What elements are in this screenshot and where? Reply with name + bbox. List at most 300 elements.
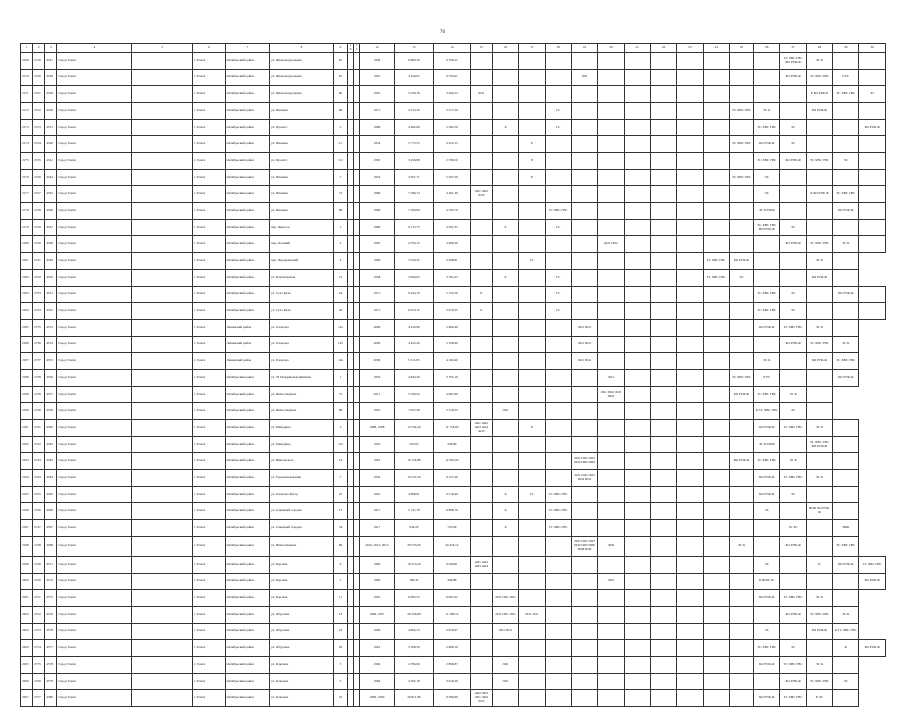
- table-cell: г. Томск: [193, 236, 225, 253]
- table-cell: [571, 153, 597, 170]
- table-cell: 3 701,63: [434, 269, 470, 286]
- table-cell: [650, 369, 676, 386]
- table-cell: БО РУФ-Ф: [780, 536, 806, 556]
- table-row: [21, 536, 886, 556]
- table-cell: [132, 119, 193, 136]
- table-cell: [677, 69, 703, 86]
- table-cell: [806, 286, 832, 303]
- table-cell: [729, 573, 753, 590]
- table-cell: [677, 136, 703, 153]
- table-cell: 2206: [21, 673, 33, 690]
- table-cell: 4 491,30: [434, 186, 470, 203]
- table-cell: 1980: [360, 186, 394, 203]
- table-cell: [677, 336, 703, 353]
- table-cell: 5: [333, 673, 347, 690]
- table-cell: [650, 470, 676, 487]
- table-cell: Е: [492, 269, 518, 286]
- table-cell: 4529: [45, 86, 57, 103]
- table-cell: [833, 453, 859, 470]
- table-cell: [598, 556, 624, 573]
- table-cell: 4552: [45, 303, 57, 320]
- table-cell: [545, 623, 571, 640]
- table-cell: 5 669,40: [434, 319, 470, 336]
- table-cell: 2192: [21, 436, 33, 453]
- table-cell: [677, 520, 703, 537]
- table-cell: [598, 69, 624, 86]
- table-cell: 9 127,20: [434, 470, 470, 487]
- table-cell: [519, 640, 545, 657]
- table-cell: [545, 236, 571, 253]
- table-cell: ТС ХВС ГВС: [780, 319, 806, 336]
- table-cell: 4 452,15: [434, 136, 470, 153]
- table-cell: [650, 590, 676, 607]
- table-cell: 5/2: [333, 153, 347, 170]
- table-cell: 2738: [33, 369, 45, 386]
- table-row: [21, 640, 886, 657]
- table-cell: [729, 303, 753, 320]
- table-cell: Город Томск: [57, 169, 132, 186]
- table-cell: [598, 606, 624, 623]
- table-cell: [545, 69, 571, 86]
- table-cell: Город Томск: [57, 486, 132, 503]
- table-cell: [519, 86, 545, 103]
- table-cell: [132, 253, 193, 270]
- table-cell: [492, 353, 518, 370]
- table-cell: [754, 52, 780, 69]
- table-cell: Октябрьский район: [225, 453, 270, 470]
- table-cell: [598, 623, 624, 640]
- table-cell: [859, 69, 886, 86]
- table-cell: 4540: [45, 136, 57, 153]
- table-cell: БО РУФ-Ф: [806, 623, 832, 640]
- table-cell: [624, 536, 650, 556]
- table-cell: [624, 690, 650, 707]
- table-cell: [132, 386, 193, 403]
- table-cell: [132, 102, 193, 119]
- table-cell: [650, 269, 676, 286]
- table-cell: Город Томск: [57, 86, 132, 103]
- table-cell: ЭС: [859, 86, 886, 103]
- table-cell: [703, 623, 729, 640]
- table-cell: Е РС: [833, 69, 859, 86]
- table-cell: 2729: [33, 219, 45, 236]
- table-cell: 5 070,55: [434, 303, 470, 320]
- table-cell: [754, 69, 780, 86]
- table-cell: Октябрьский район: [225, 673, 270, 690]
- table-cell: Ленинский район: [225, 319, 270, 336]
- table-cell: ЭС: [780, 303, 806, 320]
- table-cell: ул. Мичурина: [270, 436, 334, 453]
- table-cell: [624, 386, 650, 403]
- column-number-cell: 17: [519, 44, 545, 53]
- column-number-cell: 21: [624, 44, 650, 53]
- table-cell: 21: [333, 269, 347, 286]
- table-cell: ТС ХВС ГВС: [754, 119, 780, 136]
- table-cell: [519, 69, 545, 86]
- table-cell: [703, 219, 729, 236]
- table-cell: [545, 453, 571, 470]
- table-cell: 6 901,62: [434, 590, 470, 607]
- table-cell: ул. Северный городок: [270, 503, 334, 520]
- table-cell: [703, 556, 729, 573]
- table-cell: [729, 640, 753, 657]
- table-cell: [132, 369, 193, 386]
- table-cell: [677, 436, 703, 453]
- table-cell: ЛО1 ПО2 ЛО3 ПО4 ПО5: [571, 470, 597, 487]
- table-cell: [545, 470, 571, 487]
- table-cell: 2732: [33, 269, 45, 286]
- table-cell: [754, 673, 780, 690]
- table-cell: г. Томск: [193, 673, 225, 690]
- table-cell: [833, 690, 859, 707]
- table-cell: [703, 573, 729, 590]
- column-number-cell: 6: [193, 44, 225, 53]
- table-cell: г. Томск: [193, 119, 225, 136]
- table-cell: [470, 673, 492, 690]
- table-cell: г. Томск: [193, 86, 225, 103]
- table-cell: 2198: [21, 536, 33, 556]
- table-cell: 2721: [33, 86, 45, 103]
- table-cell: ТС ХВС ГВС: [754, 386, 780, 403]
- table-cell: [677, 369, 703, 386]
- table-cell: г. Томск: [193, 336, 225, 353]
- table-cell: [492, 640, 518, 657]
- table-row: [21, 606, 886, 623]
- table-cell: [545, 590, 571, 607]
- table-cell: 4555: [45, 353, 57, 370]
- table-cell: [729, 319, 753, 336]
- table-cell: ТС ХВС ГВС: [806, 69, 832, 86]
- table-cell: [470, 656, 492, 673]
- table-cell: [545, 573, 571, 590]
- table-cell: ТС ХВС ГВС ВО РУФ-Ф: [754, 219, 780, 236]
- table-cell: [780, 186, 806, 203]
- table-cell: 2 809,87: [434, 656, 470, 673]
- table-cell: [519, 503, 545, 520]
- table-cell: 2 768,50: [434, 153, 470, 170]
- table-cell: 4564: [45, 470, 57, 487]
- column-number-cell: 16: [492, 44, 518, 53]
- table-cell: [624, 453, 650, 470]
- table-row: [21, 470, 886, 487]
- table-cell: 2744: [33, 470, 45, 487]
- table-cell: г. Томск: [193, 623, 225, 640]
- table-cell: 10 513,20: [394, 556, 434, 573]
- table-cell: [571, 573, 597, 590]
- table-cell: ТС ХВС ГВС: [780, 590, 806, 607]
- table-cell: 2724: [33, 136, 45, 153]
- table-cell: ул. Ивана Черных: [270, 403, 334, 420]
- table-cell: Город Томск: [57, 556, 132, 573]
- table-cell: [729, 52, 753, 69]
- table-cell: [677, 353, 703, 370]
- table-cell: [598, 102, 624, 119]
- table-cell: [703, 136, 729, 153]
- table-cell: Октябрьский район: [225, 420, 270, 437]
- table-cell: 2747: [33, 520, 45, 537]
- table-cell: 4556: [45, 369, 57, 386]
- table-cell: [598, 319, 624, 336]
- table-cell: 4578: [45, 656, 57, 673]
- table-cell: 4 667,80: [434, 386, 470, 403]
- column-number-cell: 19: [571, 44, 597, 53]
- table-cell: [624, 470, 650, 487]
- table-cell: [470, 319, 492, 336]
- table-cell: [598, 590, 624, 607]
- table-cell: [624, 236, 650, 253]
- table-cell: [519, 656, 545, 673]
- table-cell: 4563: [45, 453, 57, 470]
- table-cell: [519, 269, 545, 286]
- table-cell: [703, 436, 729, 453]
- table-cell: [492, 556, 518, 573]
- table-cell: г. Томск: [193, 536, 225, 556]
- table-cell: 2728: [33, 203, 45, 220]
- table-cell: [470, 386, 492, 403]
- table-cell: [470, 219, 492, 236]
- table-cell: 5 517,20: [434, 102, 470, 119]
- table-cell: [624, 353, 650, 370]
- table-cell: [492, 536, 518, 556]
- table-row: [21, 573, 886, 590]
- table-cell: [545, 386, 571, 403]
- table-cell: 1955: [360, 69, 394, 86]
- table-cell: БО РУФ-Ф: [859, 119, 886, 136]
- table-cell: 2175: [21, 153, 33, 170]
- table-cell: [650, 186, 676, 203]
- table-cell: 4548: [45, 236, 57, 253]
- table-cell: ул. Боровая: [270, 556, 334, 573]
- table-cell: [729, 203, 753, 220]
- table-cell: [571, 186, 597, 203]
- table-cell: 5 258,16: [394, 86, 434, 103]
- table-cell: 2720: [33, 69, 45, 86]
- table-cell: [729, 403, 753, 420]
- table-cell: [132, 623, 193, 640]
- table-cell: Ленинский район: [225, 353, 270, 370]
- table-cell: [571, 269, 597, 286]
- table-cell: [132, 286, 193, 303]
- table-cell: 2 976,97: [434, 623, 470, 640]
- table-body: [21, 52, 886, 706]
- table-cell: ГС: [545, 303, 571, 320]
- table-cell: ТС ХВС ГВС: [729, 102, 753, 119]
- table-cell: Октябрьский район: [225, 186, 270, 203]
- table-cell: ЛО1: [492, 656, 518, 673]
- table-row: [21, 269, 886, 286]
- table-cell: [470, 453, 492, 470]
- table-cell: 5 556,45: [394, 253, 434, 270]
- table-cell: 24: [333, 286, 347, 303]
- table-cell: 2: [333, 236, 347, 253]
- table-cell: [833, 486, 859, 503]
- table-cell: 2006: [360, 319, 394, 336]
- table-cell: ГС: [545, 219, 571, 236]
- table-cell: [132, 203, 193, 220]
- table-cell: ул. Железнодорожная: [270, 69, 334, 86]
- table-cell: [598, 203, 624, 220]
- table-cell: [545, 656, 571, 673]
- table-cell: 3 456,80: [394, 153, 434, 170]
- table-cell: Город Томск: [57, 119, 132, 136]
- table-cell: Октябрьский район: [225, 470, 270, 487]
- table-cell: [703, 336, 729, 353]
- table-cell: Октябрьский район: [225, 436, 270, 453]
- table-cell: 1981: [360, 453, 394, 470]
- table-cell: [624, 403, 650, 420]
- table-cell: [624, 623, 650, 640]
- table-cell: 2188: [21, 369, 33, 386]
- table-cell: 4 864,72: [394, 623, 434, 640]
- table-cell: 2170: [21, 69, 33, 86]
- table-cell: БО РУФ-Ф: [729, 253, 753, 270]
- table-cell: [132, 606, 193, 623]
- table-cell: Октябрьский район: [225, 286, 270, 303]
- table-row: [21, 520, 886, 537]
- table-cell: [703, 303, 729, 320]
- table-cell: [470, 69, 492, 86]
- table-cell: ЭС К: [806, 470, 832, 487]
- table-cell: [703, 286, 729, 303]
- table-cell: [132, 690, 193, 707]
- table-row: [21, 286, 886, 303]
- column-number-cell: 20: [598, 44, 624, 53]
- table-cell: 6: [333, 556, 347, 573]
- table-cell: 11: [333, 590, 347, 607]
- table-cell: ТС ХВС ГВС: [545, 520, 571, 537]
- table-row: [21, 102, 886, 119]
- table-cell: ТС ХВС ГВС: [729, 136, 753, 153]
- table-cell: 2730: [33, 236, 45, 253]
- table-cell: 2736: [33, 336, 45, 353]
- table-cell: 12а: [333, 319, 347, 336]
- table-cell: [519, 203, 545, 220]
- table-cell: Е: [519, 153, 545, 170]
- table-cell: Город Томск: [57, 102, 132, 119]
- table-cell: 6 869,56: [394, 52, 434, 69]
- table-cell: АО1 АО2 АО3 АО4 АО5: [470, 420, 492, 437]
- table-cell: [492, 86, 518, 103]
- table-cell: [470, 486, 492, 503]
- table-cell: ГС: [545, 269, 571, 286]
- table-row: [21, 253, 886, 270]
- table-cell: 5 131,78: [394, 503, 434, 520]
- table-cell: г. Томск: [193, 319, 225, 336]
- table-cell: [571, 420, 597, 437]
- table-cell: 34: [333, 520, 347, 537]
- table-cell: [571, 286, 597, 303]
- table-cell: Город Томск: [57, 673, 132, 690]
- table-cell: [598, 673, 624, 690]
- table-cell: [519, 556, 545, 573]
- table-cell: 2731: [33, 253, 45, 270]
- table-cell: г. Томск: [193, 420, 225, 437]
- table-cell: [470, 503, 492, 520]
- table-cell: ЭС: [780, 219, 806, 236]
- table-cell: 3 668,20: [434, 236, 470, 253]
- table-cell: Город Томск: [57, 503, 132, 520]
- table-cell: ТС ХВС ГВС: [780, 470, 806, 487]
- table-cell: [545, 153, 571, 170]
- table-cell: ЛО1: [571, 69, 597, 86]
- table-row: [21, 236, 886, 253]
- table-cell: [571, 369, 597, 386]
- table-cell: [598, 520, 624, 537]
- table-cell: ЭС РС: [780, 520, 806, 537]
- table-cell: [650, 536, 676, 556]
- table-cell: Город Томск: [57, 369, 132, 386]
- table-cell: пер. Осенний: [270, 236, 334, 253]
- table-cell: БО РУФ-Ф: [729, 386, 753, 403]
- table-cell: [650, 153, 676, 170]
- table-cell: Октябрьский район: [225, 486, 270, 503]
- table-cell: [729, 69, 753, 86]
- table-cell: 16 154,88: [394, 453, 434, 470]
- table-cell: [571, 520, 597, 537]
- table-cell: ул. Мичурина: [270, 420, 334, 437]
- table-cell: ЭС: [833, 153, 859, 170]
- table-cell: г. Томск: [193, 219, 225, 236]
- table-cell: [492, 690, 518, 707]
- table-cell: 6 515,75: [394, 219, 434, 236]
- table-row: [21, 119, 886, 136]
- table-cell: БО РУФ-Ф: [833, 286, 859, 303]
- table-cell: 2172: [21, 102, 33, 119]
- table-cell: [519, 319, 545, 336]
- table-cell: БО РУФ-Ф: [833, 556, 859, 573]
- table-cell: Октябрьский район: [225, 623, 270, 640]
- table-cell: [598, 453, 624, 470]
- table-cell: Е: [519, 420, 545, 437]
- table-cell: ЭС К НОФ: [754, 203, 780, 220]
- table-cell: [492, 420, 518, 437]
- table-cell: ул. Партизанская: [270, 269, 334, 286]
- table-cell: [571, 303, 597, 320]
- table-cell: [492, 319, 518, 336]
- table-cell: 7: [333, 169, 347, 186]
- table-cell: [571, 690, 597, 707]
- table-cell: 3: [333, 253, 347, 270]
- table-row: [21, 690, 886, 707]
- table-cell: [806, 536, 832, 556]
- table-cell: [545, 673, 571, 690]
- table-cell: 3 916,20: [434, 673, 470, 690]
- table-cell: [492, 369, 518, 386]
- table-cell: г. Томск: [193, 253, 225, 270]
- column-number-cell: 13: [394, 44, 434, 53]
- table-cell: 2723: [33, 119, 45, 136]
- table-cell: 4 515,29: [394, 102, 434, 119]
- table-cell: ул. Пиценко: [270, 203, 334, 220]
- column-number-cell: 5: [132, 44, 193, 53]
- table-cell: ЭС: [780, 486, 806, 503]
- table-cell: 69: [333, 536, 347, 556]
- table-cell: [780, 269, 806, 286]
- table-cell: Е РС: [754, 369, 780, 386]
- table-cell: Город Томск: [57, 536, 132, 556]
- table-cell: [492, 453, 518, 470]
- table-cell: [624, 640, 650, 657]
- table-cell: 5 584,50: [434, 119, 470, 136]
- table-cell: ТС ХВС ГВС: [780, 656, 806, 673]
- table-cell: [519, 520, 545, 537]
- table-cell: ЭС: [780, 403, 806, 420]
- table-cell: ул. Пиценко: [270, 169, 334, 186]
- table-cell: ТС ХВС ГВС: [780, 420, 806, 437]
- table-cell: 14: [333, 453, 347, 470]
- table-cell: ТС ХВС ГВС ВО РУФ-Ф: [806, 436, 832, 453]
- table-cell: [470, 336, 492, 353]
